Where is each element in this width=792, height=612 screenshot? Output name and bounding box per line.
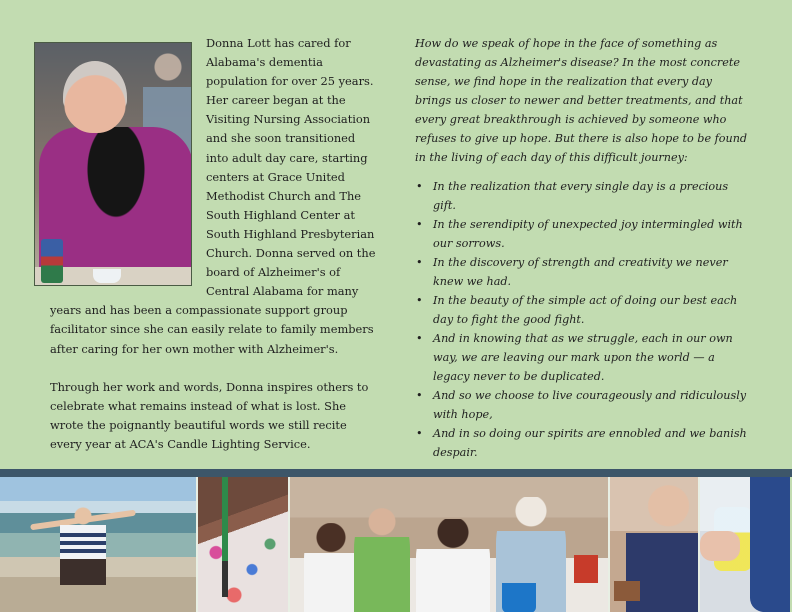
craft-group-photo	[288, 477, 608, 612]
hope-list-item: • And in knowing that as we struggle, each in our own way, we are leaving our mark upon the world — a legacy never to be duplicated.	[415, 329, 750, 386]
wood-craft	[614, 581, 640, 601]
participant-3	[416, 519, 490, 612]
blue-sleeve	[750, 477, 790, 612]
jars-closeup-photo	[698, 477, 790, 612]
hope-list	[415, 177, 750, 462]
beach-photo	[0, 477, 196, 612]
bio-column	[50, 34, 380, 473]
paint-splashes	[198, 527, 288, 612]
hope-list-item: • And in so doing our spirits are ennobled and we banish despair.	[415, 424, 750, 462]
hope-list-item: • And so we choose to live courageously and ridiculously with hope,	[415, 386, 750, 424]
paintbrush	[222, 477, 228, 597]
bio-paragraph-1: Donna Lott has cared for Alabama's dementia population for over 25 years. Her career began at the Visiting Nursing Association and she soon transitioned into adult day care, starting centers at Grace United Methodist Church and The South Highland Center at South Highland Presbyterian Church. Donna served on the board of Alzheimer's of Central Alabama for many years and has been a compassionate support group facilitator since she can easily relate to family members after caring for her own mother with Alzheimer's.	[50, 36, 376, 356]
hope-list-item: • In the beauty of the simple act of doing our best each day to fight the good fight.	[415, 291, 750, 329]
reflection-intro: How do we speak of hope in the face of something as devastating as Alzheimer's disease? In the most concrete sense, we find hope in the realization that every day brings us closer to newer and better treatments, and that every great breakthrough is achieved by someone who refuses to give up hope. But there is also hope to be found in the living of each day of this difficult journey:	[415, 37, 748, 164]
bio-paragraph-2: Through her work and words, Donna inspires others to celebrate what remains instead of what is lost. She wrote the poignantly beautiful words we still recite every year at ACA's Candle Lighting Service.	[50, 379, 369, 451]
man-crafting-photo	[608, 477, 698, 612]
participant-2	[354, 507, 410, 612]
participant-1	[304, 523, 358, 612]
portrait-float-space	[50, 34, 206, 284]
blue-bucket	[502, 583, 536, 612]
photo-strip	[0, 477, 792, 612]
divider-rule	[0, 469, 792, 477]
painting-hand-photo	[196, 477, 288, 612]
hope-list-item: • In the serendipity of unexpected joy intermingled with our sorrows.	[415, 215, 750, 253]
birdhouse	[574, 555, 598, 583]
hope-reflection-column	[415, 34, 750, 462]
hand	[700, 531, 740, 561]
beach-woman	[60, 507, 106, 607]
hope-list-item: • In the discovery of strength and creativity we never knew we had.	[415, 253, 750, 291]
hope-list-item: • In the realization that every single day is a precious gift.	[415, 177, 750, 215]
